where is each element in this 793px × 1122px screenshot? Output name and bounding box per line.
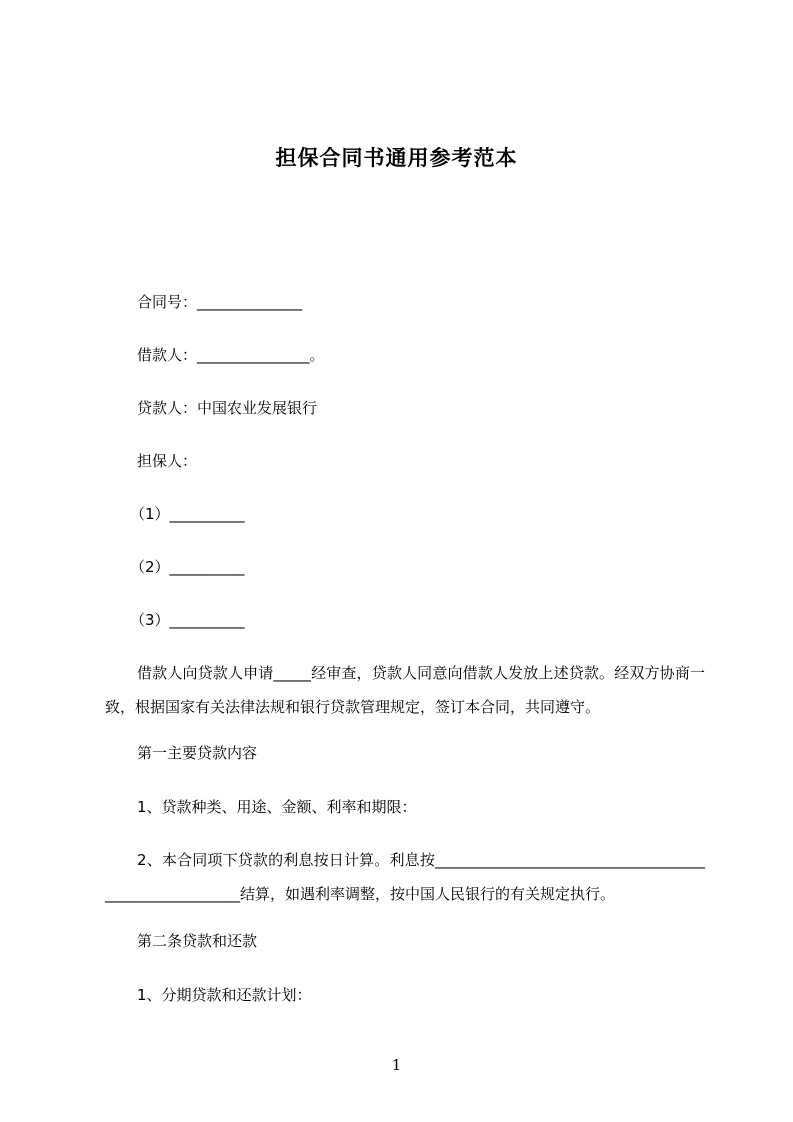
lender-line: 贷款人：中国农业发展银行 bbox=[137, 399, 318, 417]
guarantor-item-2: （2）__________ bbox=[130, 558, 245, 576]
section-2-heading: 第二条贷款和还款 bbox=[137, 932, 258, 950]
intro-paragraph: 借款人向贷款人申请_____经审查，贷款人同意向借款人发放上述贷款。经双方协商一致，根据国家有关法律法规和银行贷款管理规定，签订本合同，共同遵守。 bbox=[105, 664, 705, 716]
contract-number-line: 合同号：______________ bbox=[137, 293, 303, 311]
section-1-item-1: 1、贷款种类、用途、金额、利率和期限： bbox=[137, 798, 417, 816]
section-1-heading: 第一主要贷款内容 bbox=[137, 744, 258, 762]
borrower-line: 借款人：_______________。 bbox=[137, 346, 325, 364]
section-1-item-2: 2、本合同项下贷款的利息按日计算。利息按______________________________________________________结算，如遇利率调整，按中国人民银行的有关规定执行。 bbox=[105, 851, 705, 903]
document-title: 担保合同书通用参考范本 bbox=[275, 146, 518, 170]
page-number: 1 bbox=[391, 1056, 402, 1074]
guarantor-item-3: （3）__________ bbox=[130, 611, 245, 629]
section-2-item-1: 1、分期贷款和还款计划： bbox=[137, 986, 312, 1004]
guarantor-item-1: （1）__________ bbox=[130, 505, 245, 523]
guarantor-heading: 担保人： bbox=[137, 452, 198, 470]
